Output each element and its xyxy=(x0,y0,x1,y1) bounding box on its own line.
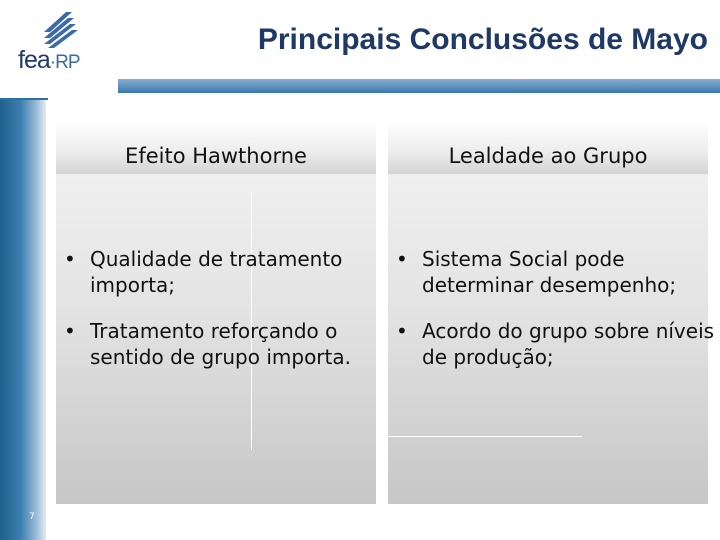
column-header: Lealdade ao Grupo xyxy=(448,144,648,168)
logo-main: fea xyxy=(18,46,50,74)
bullet-text: Sistema Social pode determinar desempenho; xyxy=(422,247,677,297)
list-item xyxy=(392,246,716,298)
bullet-text: Tratamento reforçando o sentido de grupo importa. xyxy=(90,319,351,369)
bullet-icon: • xyxy=(396,247,408,271)
list-item xyxy=(60,246,378,298)
sidebar-cap-line xyxy=(0,98,48,100)
bullet-icon: • xyxy=(64,319,76,343)
fea-rp-logo xyxy=(8,10,98,74)
bullet-text: Acordo do grupo sobre níveis de produção; xyxy=(422,319,715,369)
logo-suffix: RP xyxy=(55,52,80,73)
header-rule xyxy=(118,79,720,93)
logo-separator-icon: · xyxy=(49,52,56,73)
logo-wordmark xyxy=(18,46,80,75)
column-header: Efeito Hawthorne xyxy=(125,144,307,168)
list-item xyxy=(392,318,716,370)
left-bullet-list xyxy=(60,246,378,390)
decorative-line xyxy=(388,436,582,437)
slide-title: Principais Conclusões de Mayo xyxy=(257,23,708,56)
logo-stripes-icon xyxy=(8,10,98,50)
slide-number: 7 xyxy=(29,512,35,522)
bullet-icon: • xyxy=(396,319,408,343)
list-item xyxy=(60,318,378,370)
right-bullet-list xyxy=(392,246,716,390)
sidebar-accent xyxy=(0,100,46,540)
bullet-text: Qualidade de tratamento importa; xyxy=(90,247,343,297)
bullet-icon: • xyxy=(64,247,76,271)
